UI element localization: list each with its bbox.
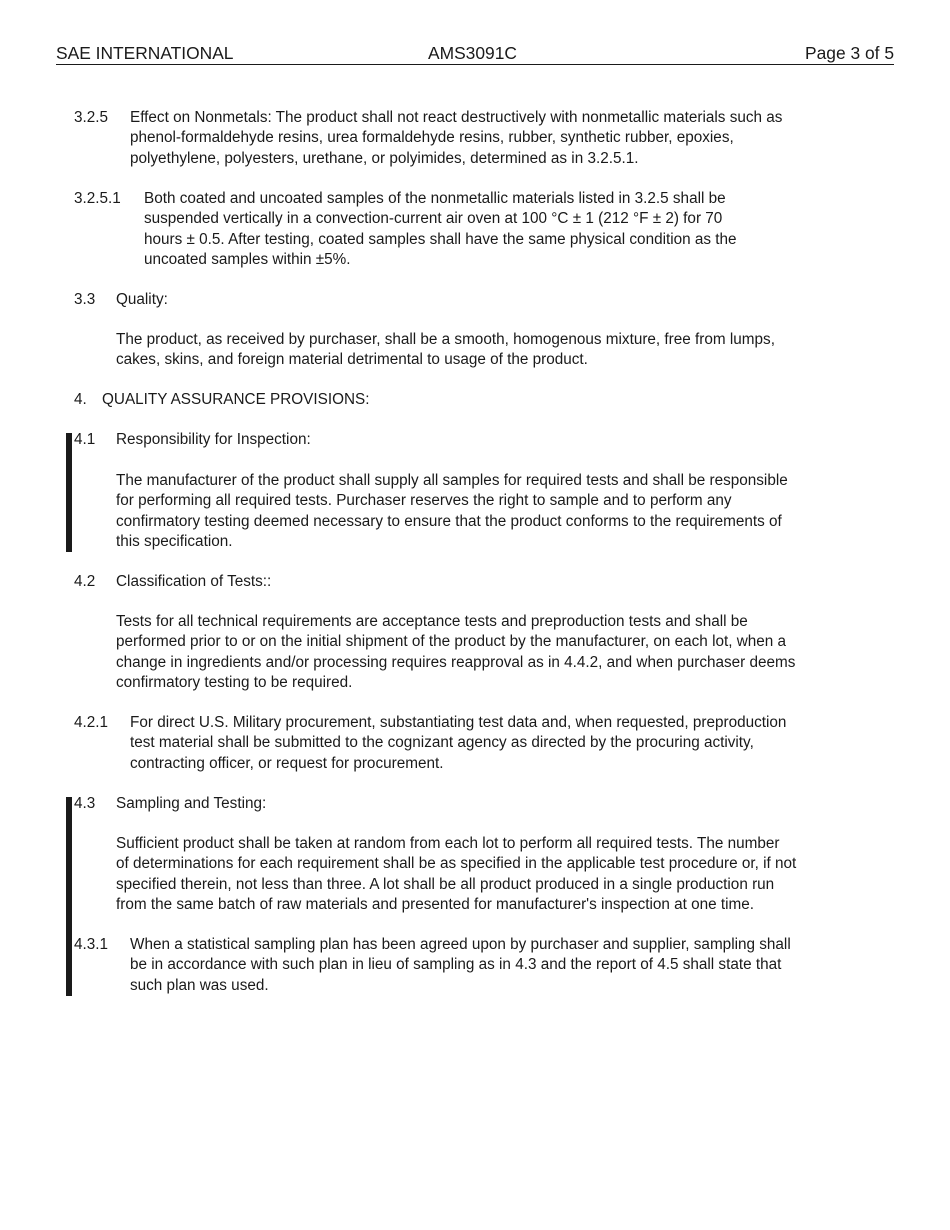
- section-3-3-heading: [74, 290, 904, 310]
- section-number: 4.1: [74, 431, 96, 448]
- section-4-1-heading: [74, 430, 904, 450]
- section-3-2-5: [74, 108, 904, 169]
- section-number: 4.3: [74, 795, 96, 812]
- section-3-3-body: The product, as received by purchaser, shall be a smooth, homogenous mixture, free from lumps, cakes, skins, and foreign material detrimental to usage of the product.: [116, 331, 775, 369]
- section-text: For direct U.S. Military procurement, substantiating test data and, when requested, preproduction test material shall be submitted to the cognizant agency as directed by the procuring activity, contracting officer, or request for procurement.: [130, 714, 787, 772]
- section-title: Quality:: [116, 291, 168, 308]
- section-text: Both coated and uncoated samples of the nonmetallic materials listed in 3.2.5 shall be suspended vertically in a convection-current air oven at 100 °C ± 1 (212 °F ± 2) for 70 hours ± 0.5. After testing, coated samples shall have the same physical condition as the uncoated samples within ±5%.: [144, 190, 737, 268]
- section-4-3-body: Sufficient product shall be taken at random from each lot to perform all required tests. The number of determinations for each requirement shall be as specified in the applicable test procedure or, if not specified therein, not less than three. A lot shall be all product produced in a single production run from the same batch of raw materials and presented for manufacturer's inspection at one time.: [116, 835, 797, 913]
- section-title: Sampling and Testing:: [116, 795, 267, 812]
- section-number: 3.2.5: [74, 109, 109, 126]
- section-text: When a statistical sampling plan has been agreed upon by purchaser and supplier, sampling shall be in accordance with such plan in lieu of sampling as in 4.3 and the report of 4.5 shall state that such plan was used.: [130, 936, 791, 994]
- revision-change-bar: [66, 797, 72, 996]
- page-header: [56, 43, 894, 65]
- section-4-heading: [74, 390, 904, 410]
- section-title: Responsibility for Inspection:: [116, 431, 311, 448]
- revision-change-bar: [66, 433, 72, 552]
- header-document-id: AMS3091C: [428, 43, 517, 63]
- section-4-2-1: [74, 713, 904, 774]
- section-3-2-5-1: [74, 189, 904, 270]
- section-number: 3.3: [74, 291, 96, 308]
- header-page-number: Page 3 of 5: [805, 43, 894, 63]
- section-4-2-heading: [74, 572, 904, 592]
- section-number: 4.3.1: [74, 936, 109, 953]
- section-text: Effect on Nonmetals: The product shall not react destructively with nonmetallic materials such as phenol-formaldehyde resins, urea formaldehyde resins, rubber, synthetic rubber, epoxies, polyethylene, polyesters, urethane, or polyimides, determined as in 3.2.5.1.: [130, 109, 783, 167]
- section-number: 4.: [74, 391, 87, 408]
- section-title: QUALITY ASSURANCE PROVISIONS:: [102, 391, 370, 408]
- section-4-3-heading: [74, 794, 904, 814]
- section-4-2-body: Tests for all technical requirements are acceptance tests and preproduction tests and shall be performed prior to or on the initial shipment of the product by the manufacturer, on each lot, when a change in ingredients and/or processing requires reapproval as in 4.4.2, and when purchaser deems confirmatory testing to be required.: [116, 613, 796, 691]
- section-title: Classification of Tests::: [116, 573, 272, 590]
- section-number: 4.2.1: [74, 714, 109, 731]
- section-number: 3.2.5.1: [74, 190, 121, 207]
- header-organization: SAE INTERNATIONAL: [56, 43, 234, 63]
- section-4-1-body: The manufacturer of the product shall supply all samples for required tests and shall be responsible for performing all required tests. Purchaser reserves the right to sample and to perform any confirmatory testing deemed necessary to ensure that the product conforms to the requirements of this specification.: [116, 472, 788, 550]
- section-4-3-1: [74, 935, 904, 996]
- section-number: 4.2: [74, 573, 96, 590]
